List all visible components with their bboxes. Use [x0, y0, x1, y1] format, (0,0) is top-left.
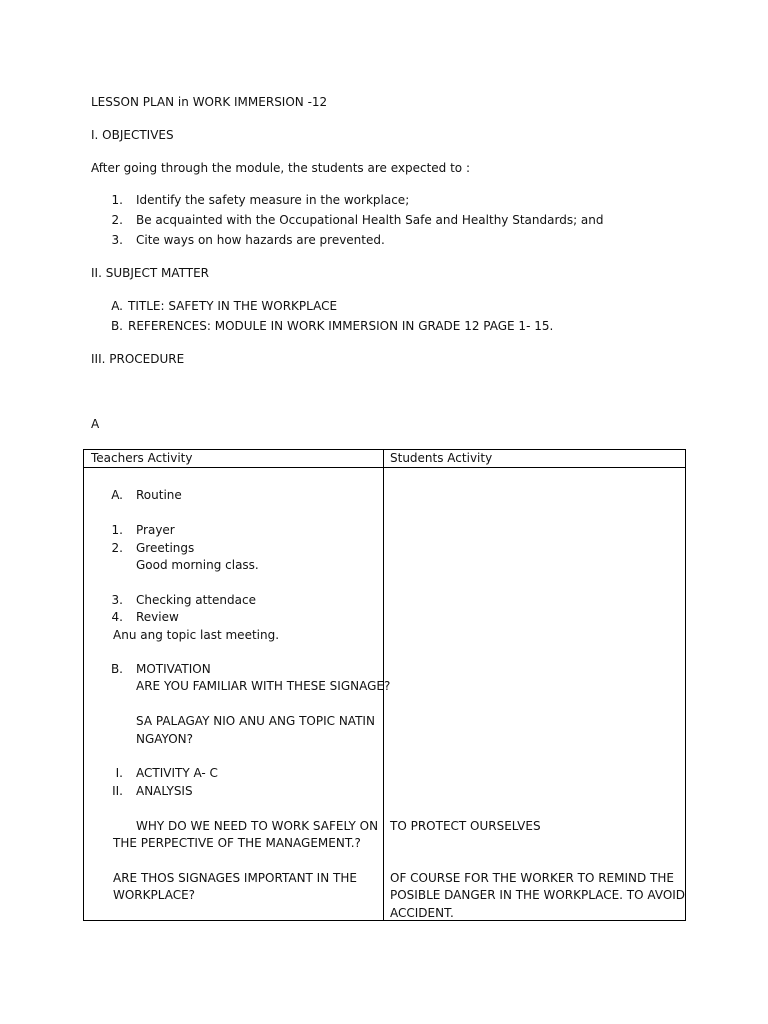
activity-numeral: I.	[115, 766, 123, 780]
attendance-label: Checking attendace	[136, 593, 256, 607]
students-activity-header-label: Students Activity	[390, 451, 493, 465]
objective-number: 2.	[111, 213, 123, 227]
objective-item: Identify the safety measure in the workplace;	[136, 193, 410, 207]
greetings-label: Greetings	[136, 541, 195, 555]
review-line: Anu ang topic last meeting.	[113, 628, 280, 642]
question1-line2: THE PERPECTIVE OF THE MANAGEMENT.?	[113, 836, 361, 850]
objective-item: Cite ways on how hazards are prevented.	[136, 233, 385, 247]
answer1: TO PROTECT OURSELVES	[390, 819, 541, 833]
procedure-heading: III. PROCEDURE	[91, 352, 185, 366]
routine-label: Routine	[136, 488, 182, 502]
attendance-number: 3.	[111, 593, 123, 607]
subject-matter-letter: A.	[111, 299, 123, 313]
table-header-row	[84, 450, 686, 468]
question1-line1: WHY DO WE NEED TO WORK SAFELY ON	[136, 819, 379, 833]
analysis-label: ANALYSIS	[136, 784, 193, 798]
greeting-line: Good morning class.	[136, 558, 259, 572]
students-activity-header	[384, 450, 686, 468]
objectives-intro: After going through the module, the students are expected to :	[91, 161, 470, 175]
subject-matter-item: REFERENCES: MODULE IN WORK IMMERSION IN GRADE 12 PAGE 1- 15.	[128, 319, 554, 333]
answer2-line3: ACCIDENT.	[390, 906, 454, 920]
topic-question-line2: NGAYON?	[136, 732, 194, 746]
motivation-label: MOTIVATION	[136, 662, 211, 676]
teachers-activity-header	[84, 450, 384, 468]
students-activity-cell	[384, 468, 686, 921]
document-title: LESSON PLAN in WORK IMMERSION -12	[91, 95, 328, 109]
teachers-activity-cell	[84, 468, 391, 921]
answer2-line1: OF COURSE FOR THE WORKER TO REMIND THE	[390, 871, 674, 885]
greetings-number: 2.	[111, 541, 123, 555]
activity-table	[83, 449, 686, 921]
activity-label: ACTIVITY A- C	[136, 766, 218, 780]
question2-line2: WORKPLACE?	[113, 888, 196, 902]
prayer-number: 1.	[111, 523, 123, 537]
routine-letter: A.	[111, 488, 123, 502]
prayer-label: Prayer	[136, 523, 175, 537]
topic-question-line1: SA PALAGAY NIO ANU ANG TOPIC NATIN	[136, 714, 375, 728]
subject-matter-letter: B.	[110, 319, 123, 333]
subject-matter-item: TITLE: SAFETY IN THE WORKPLACE	[128, 299, 338, 313]
teachers-activity-header-label: Teachers Activity	[91, 451, 193, 465]
objectives-heading: I. OBJECTIVES	[91, 128, 174, 142]
objective-item: Be acquainted with the Occupational Health Safe and Healthy Standards; and	[136, 213, 604, 227]
analysis-numeral: II.	[112, 784, 123, 798]
review-number: 4.	[111, 610, 123, 624]
motivation-letter: B.	[110, 662, 123, 676]
objective-number: 1.	[111, 193, 123, 207]
objective-number: 3.	[111, 233, 123, 247]
table-row	[84, 468, 686, 921]
question2-line1: ARE THOS SIGNAGES IMPORTANT IN THE	[113, 871, 357, 885]
review-label: Review	[136, 610, 179, 624]
answer2-line2: POSIBLE DANGER IN THE WORKPLACE. TO AVOID	[390, 888, 686, 902]
section-a-label: A	[91, 417, 100, 431]
motivation-question: ARE YOU FAMILIAR WITH THESE SIGNAGE?	[136, 679, 391, 693]
subject-matter-heading: II. SUBJECT MATTER	[91, 266, 209, 280]
